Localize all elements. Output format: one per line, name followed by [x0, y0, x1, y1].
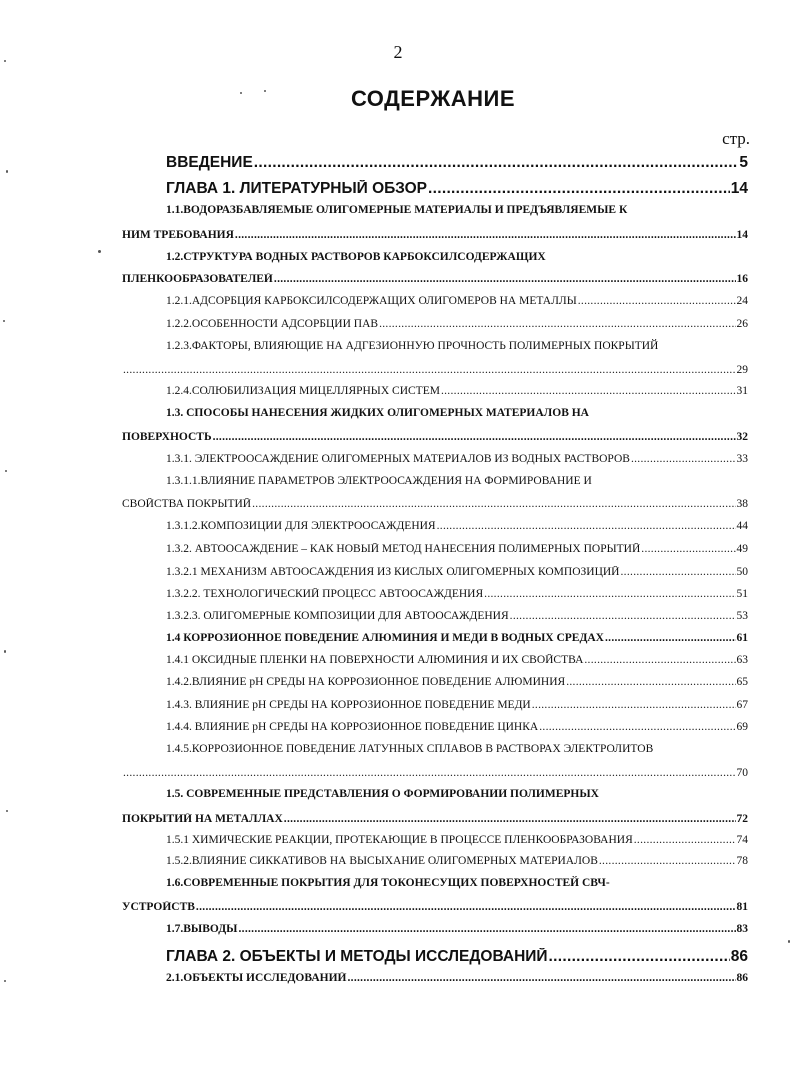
toc-entry-title-line: 1.2.3.ФАКТОРЫ, ВЛИЯЮЩИЕ НА АДГЕЗИОННУЮ ПРОЧНОСТЬ ПОЛИМЕРНЫХ ПОКРЫТИЙ — [166, 340, 659, 352]
toc-entry-title: 2.1.ОБЪЕКТЫ ИССЛЕДОВАНИЙ — [166, 972, 347, 984]
toc-entry-title: ПЛЕНКООБРАЗОВАТЕЛЕЙ — [122, 273, 273, 285]
toc-entry-page: 74 — [736, 834, 748, 846]
toc-entry-page: 72 — [736, 813, 748, 825]
toc-entry-page: 86 — [730, 948, 748, 965]
toc-entry-page: 5 — [739, 154, 748, 171]
dot-leader — [196, 901, 736, 913]
toc-entry-title: 1.3.1.2.КОМПОЗИЦИИ ДЛЯ ЭЛЕКТРООСАЖДЕНИЯ — [166, 520, 436, 532]
scan-speck — [6, 810, 8, 812]
toc-entry-title: 1.4.4. ВЛИЯНИЕ pH СРЕДЫ НА КОРРОЗИОННОЕ ПОВЕДЕНИЕ ЦИНКА — [166, 721, 539, 733]
dot-leader — [566, 676, 735, 688]
dot-leader — [379, 318, 735, 330]
toc-entry-page: 81 — [736, 901, 748, 913]
toc-entry-page: 33 — [736, 453, 748, 465]
toc-entry-title: 1.3.1. ЭЛЕКТРООСАЖДЕНИЕ ОЛИГОМЕРНЫХ МАТЕРИАЛОВ ИЗ ВОДНЫХ РАСТВОРОВ — [166, 453, 630, 465]
toc-entry-title: ГЛАВА 2. ОБЪЕКТЫ И МЕТОДЫ ИССЛЕДОВАНИЙ — [166, 948, 548, 965]
dot-leader — [549, 948, 730, 966]
page-column-label: стр. — [722, 129, 750, 148]
scan-speck — [6, 170, 8, 173]
dot-leader — [123, 767, 736, 779]
page-title: СОДЕРЖАНИЕ — [350, 86, 516, 111]
toc-entry-title: НИМ ТРЕБОВАНИЯ — [122, 229, 234, 241]
toc-entry-title-line: 1.1.ВОДОРАЗБАВЛЯЕМЫЕ ОЛИГОМЕРНЫЕ МАТЕРИАЛЫ И ПРЕДЪЯВЛЯЕМЫЕ К — [166, 204, 628, 216]
dot-leader — [441, 385, 736, 397]
dot-leader — [274, 273, 736, 285]
dot-leader — [484, 588, 735, 600]
toc-entry-page: 32 — [736, 431, 748, 443]
toc-entry-title: 1.4.3. ВЛИЯНИЕ pH СРЕДЫ НА КОРРОЗИОННОЕ ПОВЕДЕНИЕ МЕДИ — [166, 699, 531, 711]
dot-leader — [252, 498, 735, 510]
toc-entry-title: 1.2.4.СОЛЮБИЛИЗАЦИЯ МИЦЕЛЛЯРНЫХ СИСТЕМ — [166, 385, 440, 397]
toc-entry-title: 1.2.2.ОСОБЕННОСТИ АДСОРБЦИИ ПАВ — [166, 318, 379, 330]
scan-speck — [98, 250, 101, 253]
dot-leader — [254, 154, 739, 172]
toc-entry-title: СВОЙСТВА ПОКРЫТИЙ — [122, 498, 252, 510]
toc-entry-title: 1.3.2. АВТООСАЖДЕНИЕ – КАК НОВЫЙ МЕТОД НАНЕСЕНИЯ ПОЛИМЕРНЫХ ПОРЫТИЙ — [166, 543, 641, 555]
page-number: 2 — [393, 42, 403, 62]
toc-entry-title: ГЛАВА 1. ЛИТЕРАТУРНЫЙ ОБЗОР — [166, 180, 428, 197]
toc-entry-page: 16 — [736, 273, 748, 285]
toc-entry-page: 14 — [730, 180, 748, 197]
toc-entry-title: 1.3.2.1 МЕХАНИЗМ АВТООСАЖДЕНИЯ ИЗ КИСЛЫХ ОЛИГОМЕРНЫХ КОМПОЗИЦИЙ — [166, 566, 620, 578]
toc-entry-title: 1.2.1.АДСОРБЦИЯ КАРБОКСИЛСОДЕРЖАЩИХ ОЛИГОМЕРОВ НА МЕТАЛЛЫ — [166, 295, 577, 307]
toc-entry-title: 1.5.2.ВЛИЯНИЕ СИККАТИВОВ НА ВЫСЫХАНИЕ ОЛИГОМЕРНЫХ МАТЕРИАЛОВ — [166, 855, 598, 867]
toc-entry-page: 69 — [736, 721, 748, 733]
toc-entry-page: 86 — [736, 972, 748, 984]
toc-entry-page: 70 — [736, 767, 748, 779]
toc-entry-page: 38 — [736, 498, 748, 510]
toc-entry-title-line: 1.5. СОВРЕМЕННЫЕ ПРЕДСТАВЛЕНИЯ О ФОРМИРОВАНИИ ПОЛИМЕРНЫХ — [166, 788, 599, 800]
toc-entry-title-line: 1.2.СТРУКТУРА ВОДНЫХ РАСТВОРОВ КАРБОКСИЛСОДЕРЖАЩИХ — [166, 251, 546, 263]
toc-entry-page: 24 — [736, 295, 748, 307]
toc-entry-page: 61 — [736, 632, 748, 644]
dot-leader — [641, 543, 735, 555]
toc-entry-page: 14 — [736, 229, 748, 241]
toc-entry-page: 53 — [736, 610, 748, 622]
toc-entry-title: 1.5.1 ХИМИЧЕСКИЕ РЕАКЦИИ, ПРОТЕКАЮЩИЕ В ПРОЦЕССЕ ПЛЕНКООБРАЗОВАНИЯ — [166, 834, 633, 846]
toc-entry-page: 49 — [736, 543, 748, 555]
scan-speck — [4, 60, 6, 62]
toc-entry-title: 1.7.ВЫВОДЫ — [166, 923, 238, 935]
dot-leader — [584, 654, 735, 666]
toc-entry-page: 29 — [736, 364, 748, 376]
dot-leader — [532, 699, 736, 711]
dot-leader — [347, 972, 735, 984]
dot-leader — [284, 813, 736, 825]
dot-leader — [235, 229, 736, 241]
toc-entry-page: 50 — [736, 566, 748, 578]
toc-entry-page: 44 — [736, 520, 748, 532]
dot-leader — [123, 364, 736, 376]
toc-entry-title: 1.4.2.ВЛИЯНИЕ pH СРЕДЫ НА КОРРОЗИОННОЕ ПОВЕДЕНИЕ АЛЮМИНИЯ — [166, 676, 566, 688]
dot-leader — [437, 520, 736, 532]
toc-entry-title: 1.3.2.2. ТЕХНОЛОГИЧЕСКИЙ ПРОЦЕСС АВТООСАЖДЕНИЯ — [166, 588, 484, 600]
toc-entry-title: УСТРОЙСТВ — [122, 901, 195, 913]
toc-entry-page: 65 — [736, 676, 748, 688]
scan-speck — [4, 650, 6, 653]
dot-leader — [428, 180, 730, 198]
toc-entry-title: 1.4 КОРРОЗИОННОЕ ПОВЕДЕНИЕ АЛЮМИНИЯ И МЕДИ В ВОДНЫХ СРЕДАХ — [166, 632, 604, 644]
dot-leader — [634, 834, 736, 846]
dot-leader — [539, 721, 735, 733]
scan-speck — [264, 90, 266, 92]
toc-entry-title: 1.3.2.3. ОЛИГОМЕРНЫЕ КОМПОЗИЦИИ ДЛЯ АВТООСАЖДЕНИЯ — [166, 610, 509, 622]
scan-speck — [4, 980, 6, 982]
dot-leader — [213, 431, 736, 443]
toc-entry-page: 83 — [736, 923, 748, 935]
toc-entry-title: ПОКРЫТИЙ НА МЕТАЛЛАХ — [122, 813, 283, 825]
dot-leader — [599, 855, 736, 867]
scan-speck — [240, 92, 242, 94]
toc-entry-title: 1.4.1 ОКСИДНЫЕ ПЛЕНКИ НА ПОВЕРХНОСТИ АЛЮМИНИЯ И ИХ СВОЙСТВА — [166, 654, 584, 666]
dot-leader — [631, 453, 736, 465]
toc-entry-title: ВВЕДЕНИЕ — [166, 154, 253, 171]
toc-entry-page: 26 — [736, 318, 748, 330]
toc-entry-title-line: 1.4.5.КОРРОЗИОННОЕ ПОВЕДЕНИЕ ЛАТУННЫХ СПЛАВОВ В РАСТВОРАХ ЭЛЕКТРОЛИТОВ — [166, 743, 654, 755]
dot-leader — [605, 632, 736, 644]
dot-leader — [621, 566, 736, 578]
scan-speck — [3, 320, 5, 322]
toc-entry-page: 67 — [736, 699, 748, 711]
toc-entry-title-line: 1.6.СОВРЕМЕННЫЕ ПОКРЫТИЯ ДЛЯ ТОКОНЕСУЩИХ ПОВЕРХНОСТЕЙ СВЧ- — [166, 877, 610, 889]
toc-entry-title-line: 1.3. СПОСОБЫ НАНЕСЕНИЯ ЖИДКИХ ОЛИГОМЕРНЫХ МАТЕРИАЛОВ НА — [166, 407, 589, 419]
toc-entry-page: 51 — [736, 588, 748, 600]
dot-leader — [510, 610, 736, 622]
dot-leader — [578, 295, 736, 307]
toc-entry-page: 31 — [736, 385, 748, 397]
toc-entry-title-line: 1.3.1.1.ВЛИЯНИЕ ПАРАМЕТРОВ ЭЛЕКТРООСАЖДЕНИЯ НА ФОРМИРОВАНИЕ И — [166, 475, 592, 487]
toc-entry-title: ПОВЕРХНОСТЬ — [122, 431, 212, 443]
toc-entry-page: 63 — [736, 654, 748, 666]
dot-leader — [238, 923, 735, 935]
scan-speck — [788, 940, 790, 943]
toc-entry-page: 78 — [736, 855, 748, 867]
scan-speck — [5, 470, 7, 472]
